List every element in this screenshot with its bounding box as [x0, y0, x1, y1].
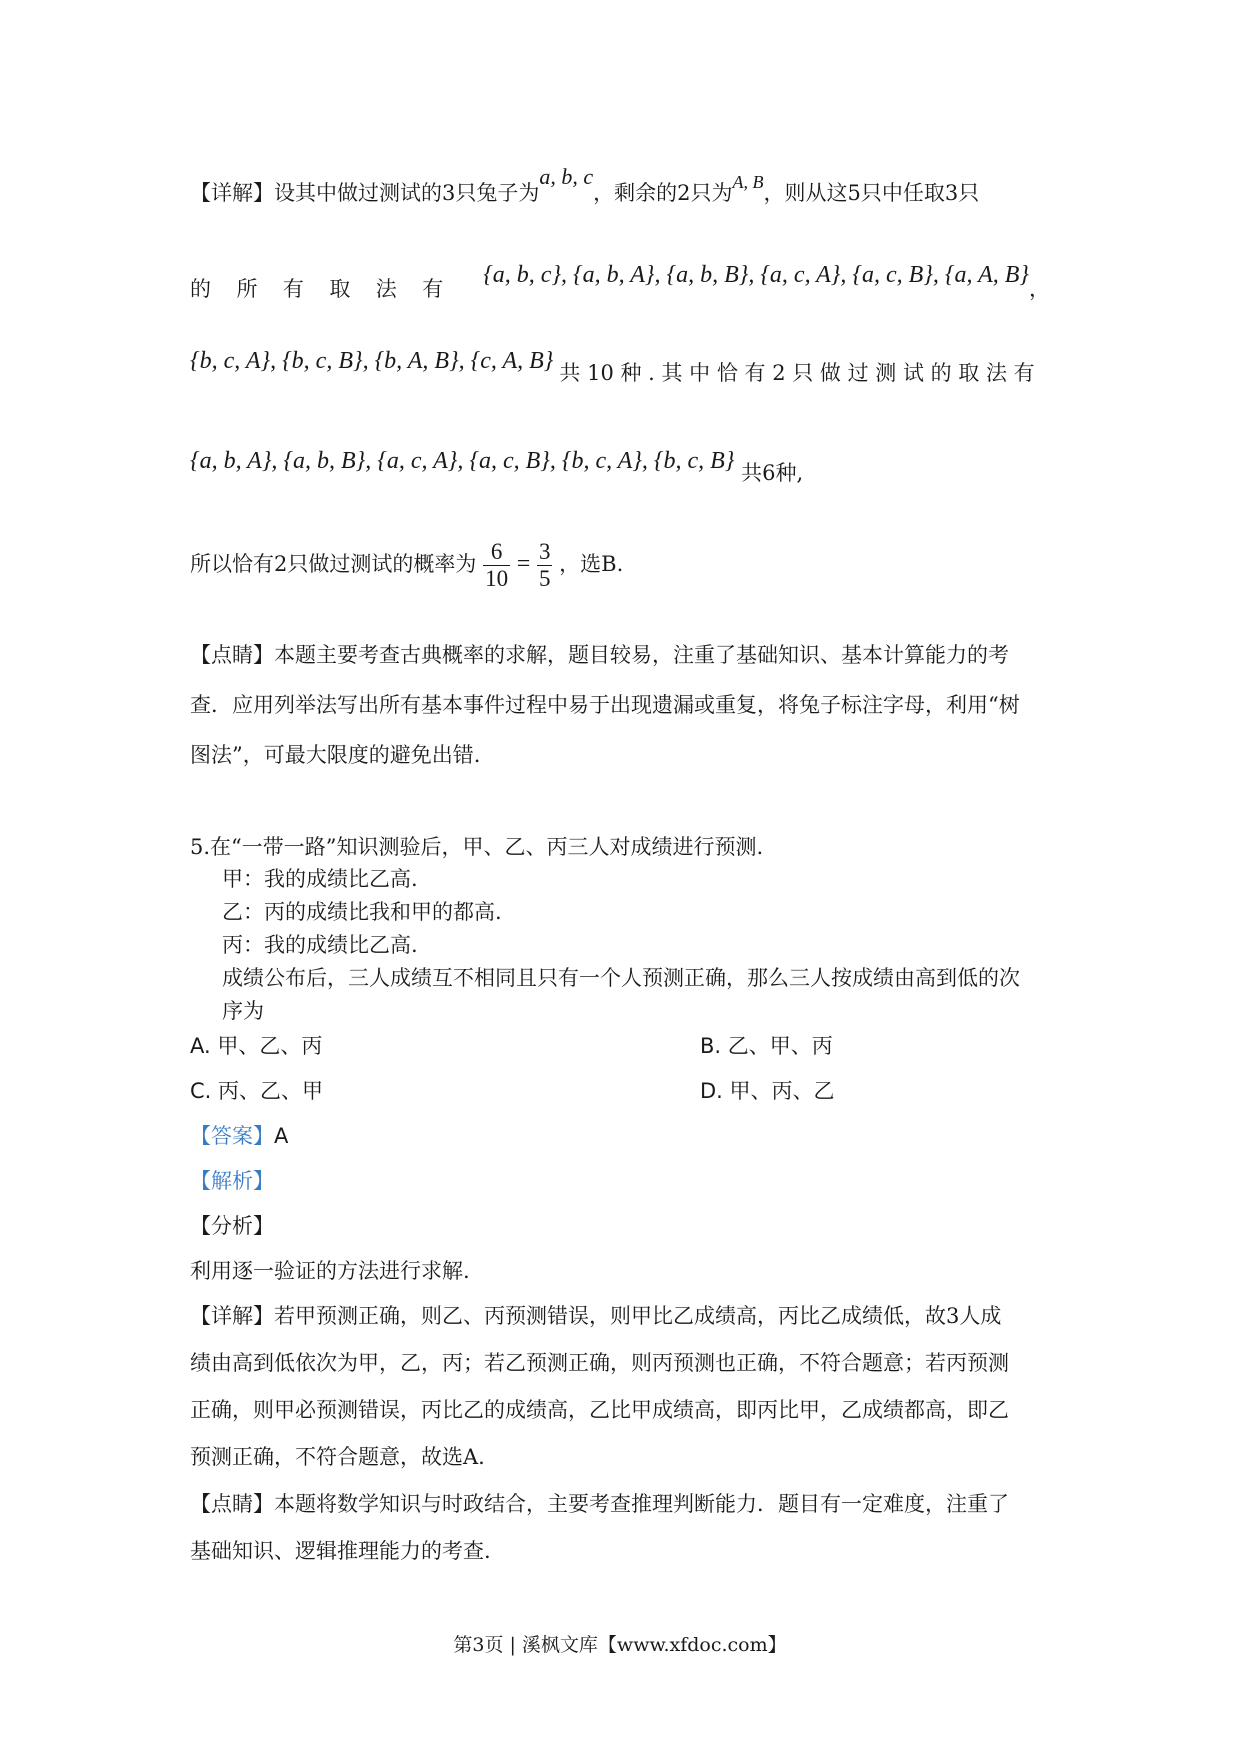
answer-line: [190, 1121, 288, 1151]
detail-5-line-4: 预测正确，不符合题意，故选A.: [190, 1445, 485, 1469]
detail-line-2: 的 所 有 取 法 有 {a, b, c}, {a, b, A}, {a, b, B}, {a, c, A}, {a, c, B}, {a, A, B} ，: [190, 274, 1050, 304]
fraction-6-10: $\frac{6}{10}$: [485, 539, 509, 591]
var-abc: a, b, c: [539, 164, 594, 189]
option-a: A. 甲、乙、丙: [190, 1034, 323, 1058]
comment-4-line-3: 图法”，可最大限度的避免出错.: [190, 743, 481, 767]
fraction-3-5: $\frac{3}{5}$: [538, 539, 551, 591]
statement-yi: 乙：丙的成绩比我和甲的都高.: [222, 900, 502, 924]
comment-5-line-1: 【点睛】本题将数学知识与时政结合，主要考查推理判断能力．题目有一定难度，注重了: [190, 1492, 1009, 1516]
statement-jia: 甲：我的成绩比乙高.: [222, 867, 418, 891]
question-5-stem: 5.在“一带一路”知识测验后，甲、乙、丙三人对成绩进行预测.: [190, 835, 764, 859]
statement-result-1: 成绩公布后，三人成绩互不相同且只有一个人预测正确，那么三人按成绩由高到低的次: [222, 966, 1020, 990]
probability-line: 所以恰有2只做过测试的概率为 $\frac{6}{10}$ = $\frac{3}{5}$ ，选B.: [190, 539, 624, 591]
fenxi-label: 【分析】: [190, 1214, 274, 1238]
statement-bing: 丙：我的成绩比乙高.: [222, 933, 418, 957]
comment-4-line-1: 【点睛】本题主要考查古典概率的求解，题目较易，注重了基础知识、基本计算能力的考: [190, 643, 1009, 667]
detail-5-line-3: 正确，则甲必预测错误，丙比乙的成绩高，乙比甲成绩高，即丙比甲，乙成绩都高，即乙: [190, 1398, 1009, 1422]
option-b: B. 乙、甲、丙: [700, 1034, 833, 1058]
sets-expression-1: {a, b, c}, {a, b, A}, {a, b, B}, {a, c, A}, {a, c, B}, {a, A, B}: [483, 262, 1029, 288]
page-footer: 第3页 | 溪枫文库【www.xfdoc.com】: [453, 1634, 787, 1656]
option-d: D. 甲、丙、乙: [700, 1079, 835, 1103]
statement-result-2: 序为: [222, 999, 264, 1023]
comment-4-line-2: 查．应用列举法写出所有基本事件过程中易于出现遗漏或重复，将兔子标注字母，利用“树: [190, 693, 1020, 717]
detail-line-4: {a, b, A}, {a, b, B}, {a, c, A}, {a, c, B}, {b, c, A}, {b, c, B} 共6种,: [190, 448, 804, 485]
detail-5-line-2: 绩由高到低依次为甲，乙，丙；若乙预测正确，则丙预测也正确，不符合题意；若丙预测: [190, 1351, 1009, 1375]
detail-line-1: 【详解】设其中做过测试的3只兔子为a, b, c，剩余的2只为A, B，则从这5只中任取3只: [190, 164, 980, 205]
spread-words: 的 所 有 取 法 有: [190, 277, 444, 301]
detail-line-3: {b, c, A}, {b, c, B}, {b, A, B}, {c, A, B} 共 10 种 . 其 中 恰 有 2 只 做 过 测 试 的 取 法 有: [190, 348, 1035, 385]
answer-value: A: [274, 1124, 289, 1148]
fenxi-text: 利用逐一验证的方法进行求解.: [190, 1259, 470, 1283]
comment-5-line-2: 基础知识、逻辑推理能力的考查.: [190, 1539, 491, 1563]
answer-label: 【答案】: [190, 1124, 274, 1148]
var-AB: A, B: [732, 172, 764, 192]
sets-expression-2: {b, c, A}, {b, c, B}, {b, A, B}, {c, A, B}: [190, 348, 554, 374]
option-c: C. 丙、乙、甲: [190, 1079, 324, 1103]
detail-5-line-1: 【详解】若甲预测正确，则乙、丙预测错误，则甲比乙成绩高，丙比乙成绩低，故3人成: [190, 1304, 1002, 1328]
analysis-label: 【解析】: [190, 1169, 274, 1193]
sets-expression-3: {a, b, A}, {a, b, B}, {a, c, A}, {a, c, B}, {b, c, A}, {b, c, B}: [190, 448, 735, 474]
